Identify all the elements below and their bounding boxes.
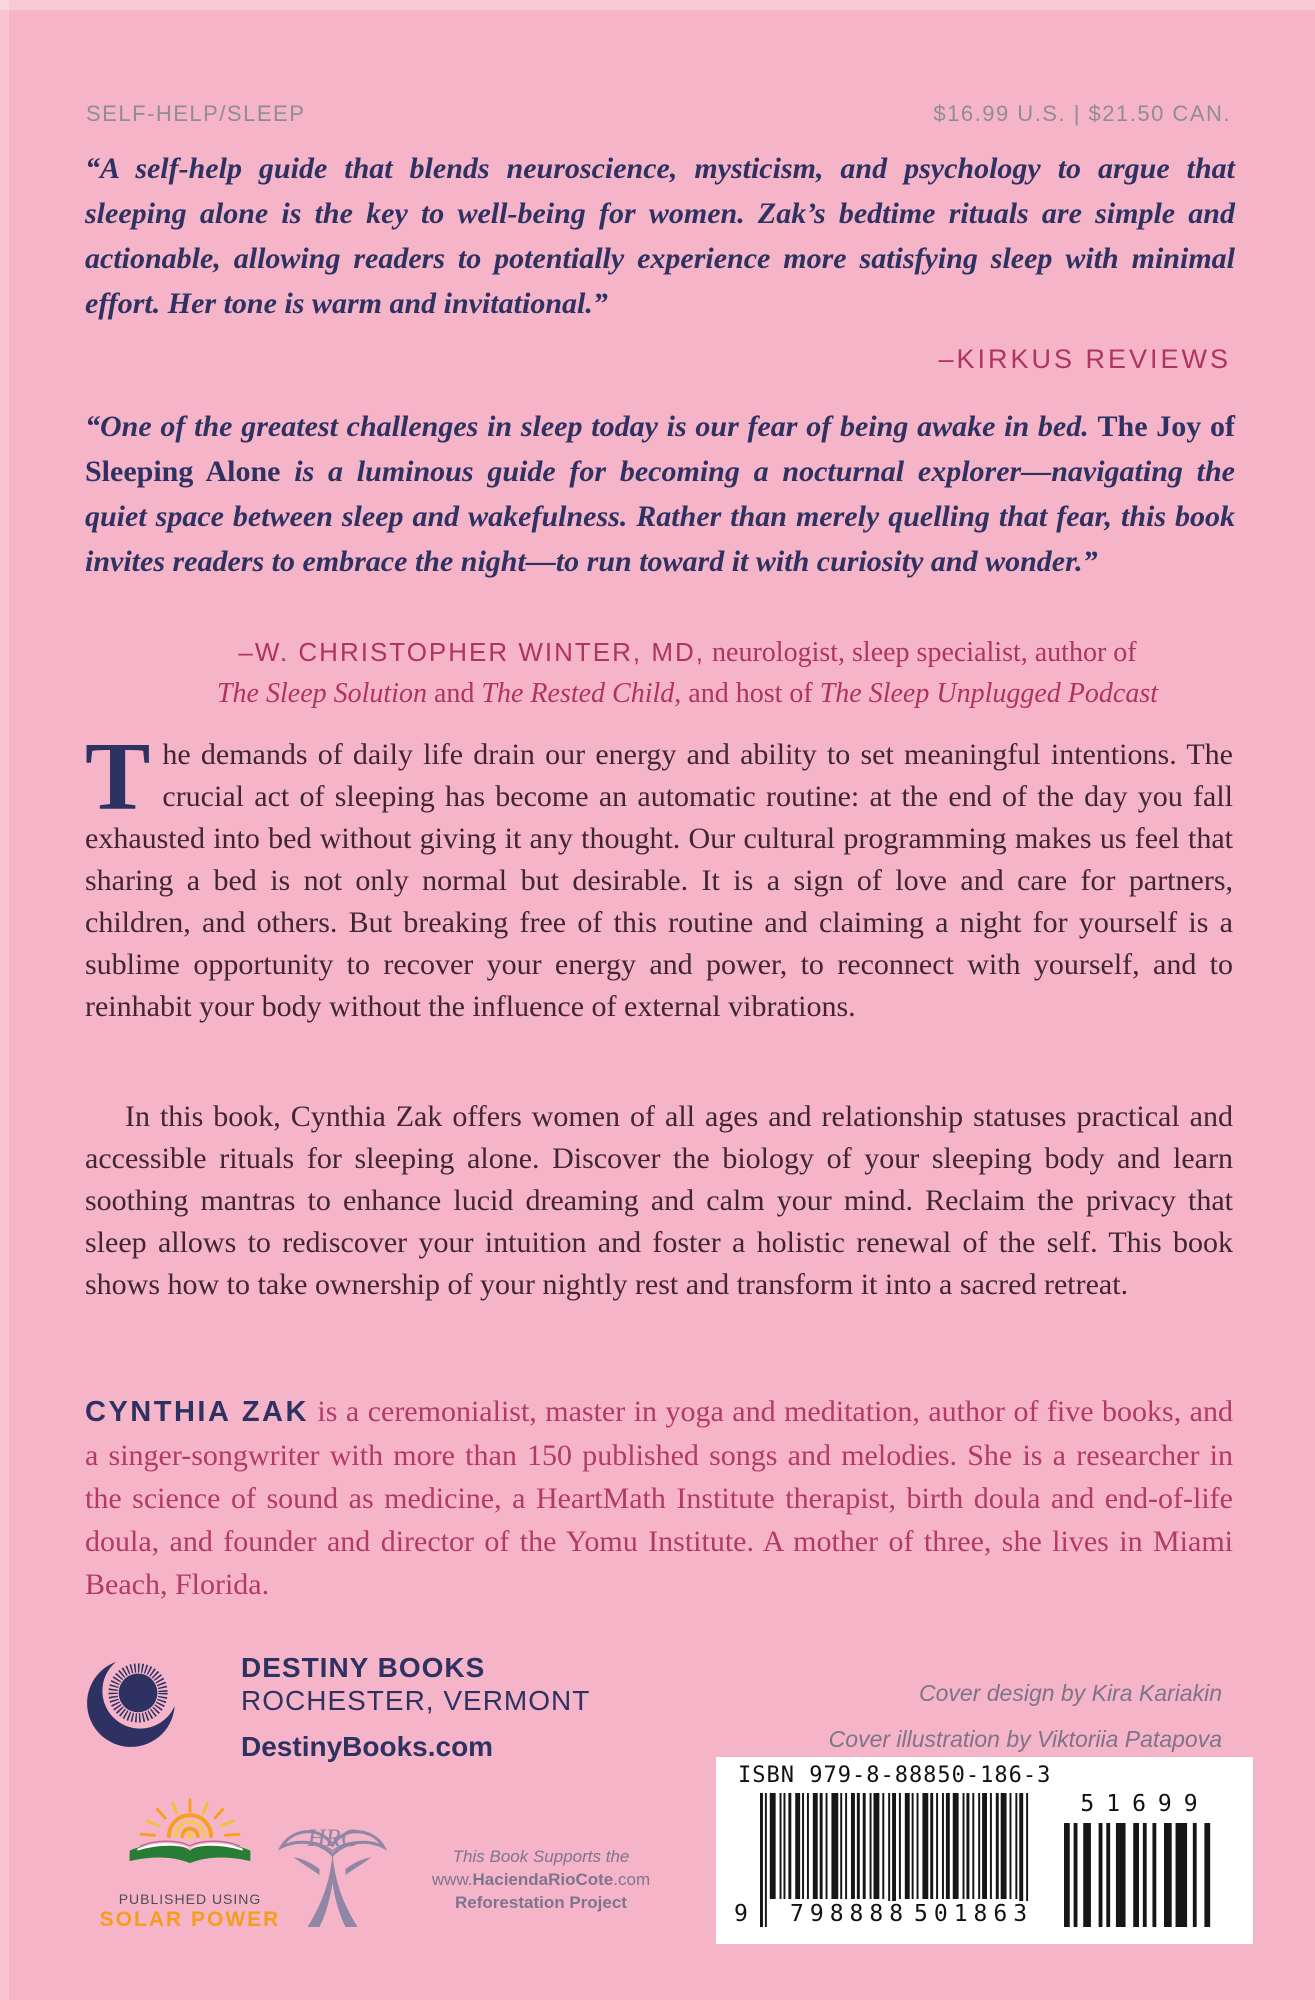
barcode-addon (1064, 1823, 1214, 1927)
price-label: $16.99 U.S. | $21.50 CAN. (933, 101, 1231, 126)
cover-credits (829, 1670, 1222, 1762)
text-segment: The Sleep Solution (216, 678, 427, 709)
category-label: SELF-HELP/SLEEP (86, 101, 306, 126)
barcode-digits-group1: 798888 (786, 1901, 913, 1927)
sun-over-book-icon (105, 1796, 275, 1888)
publisher-location: ROCHESTER, VERMONT (241, 1685, 591, 1716)
winter-attribution-line1 (140, 631, 1235, 674)
kirkus-attribution: –KIRKUS REVIEWS (938, 344, 1231, 374)
text-segment: CYNTHIA ZAK (85, 1396, 309, 1428)
publisher-text (241, 1651, 590, 1763)
hrc-logo-text: HRC (307, 1825, 358, 1852)
winter-role: neurologist, sleep specialist, author of (705, 637, 1137, 668)
description-paragraph-1-text: he demands of daily life drain our energy and ability to set meaningful intentions. The crucial act of sleeping has become an automatic routine: at the end of the day you fall exhausted into bed without giving it any thought. Our cultural programming makes us feel that sharing a bed is not only normal but desirable. It is a sign of love and care for partners, children, and others. But breaking free of this routine and claiming a night for yourself is a sublime opportunity to recover your energy and power, to reconnect with yourself, and to reinhabit your body without the influence of external vibrations. (85, 738, 1233, 1023)
drop-cap: T (85, 723, 151, 831)
winter-attribution (85, 631, 1235, 714)
text-segment: HaciendaRioCote (472, 1870, 614, 1889)
barcode-addon-digits: 51699 (1080, 1791, 1210, 1817)
cover-design-credit: Cover design by Kira Kariakin (919, 1680, 1222, 1706)
support-line1: This Book Supports the (452, 1847, 630, 1866)
text-segment: and host of (681, 678, 820, 709)
publisher-block (83, 1645, 590, 1763)
text-segment: “One of the greatest challenges in sleep today is our fear of being awake in bed. (85, 410, 1098, 443)
barcode-box (716, 1757, 1253, 1944)
text-segment: The Joy of Sleeping Alone (85, 410, 1236, 488)
text-segment: .com (613, 1870, 651, 1889)
reforestation-support-text (383, 1845, 699, 1914)
text-segment: The Rested Child, (481, 678, 682, 709)
cover-illustration-credit: Cover illustration by Viktoriia Patapova (828, 1726, 1222, 1752)
barcode-digits-group2: 501863 (910, 1901, 1037, 1927)
author-bio (85, 1390, 1233, 1606)
destiny-sun-crescent-icon (83, 1645, 189, 1751)
isbn-text: ISBN 979-8-88850-186-3 (738, 1763, 1052, 1788)
text-segment: is a ceremonialist, master in yoga and meditation, author of five books, and a singer-songwriter with more than 150 published songs and melodies. She is a researcher in the science of sound as medicine, a HeartMath Institute therapist, birth doula and end-of-life doula, and founder and director of the Yomu Institute. A mother of three, she lives in Miami Beach, Florida. (85, 1395, 1234, 1601)
support-url (383, 1868, 699, 1891)
winter-name: –W. CHRISTOPHER WINTER, MD, (238, 637, 706, 667)
text-segment: is a luminous guide for becoming a nocturnal explorer—navigating the quiet space between sleep and wakefulness. Rather than merely quelling that fear, this book invites readers to embrace the night—to run toward it with curiosity and wonder.” (85, 455, 1235, 578)
description-paragraph-2: In this book, Cynthia Zak offers women of all ages and relationship statuses practical and accessible rituals for sleeping alone. Discover the biology of your sleeping body and learn soothing mantras to enhance lucid dreaming and calm your mind. Reclaim the privacy that sleep allows to rediscover your intuition and foster a holistic renewal of the self. This book shows how to take ownership of your nightly rest and transform it into a sacred retreat. (85, 1100, 1233, 1301)
publisher-name: DESTINY BOOKS (241, 1652, 486, 1683)
text-segment: The Sleep Unplugged Podcast (819, 678, 1158, 709)
text-segment: www. (431, 1870, 473, 1889)
solar-badge-line2: SOLAR POWER (99, 1908, 281, 1931)
hrc-tree-icon (272, 1815, 394, 1937)
solar-power-badge (92, 1796, 288, 1932)
solar-badge-line1: PUBLISHED USING (118, 1891, 262, 1907)
support-line3: Reforestation Project (455, 1893, 627, 1912)
publisher-website: DestinyBooks.com (241, 1731, 494, 1762)
text-segment: and (426, 678, 482, 709)
winter-attribution-line2 (140, 674, 1235, 714)
kirkus-review-quote: “A self-help guide that blends neuroscience, mysticism, and psychology to argue that sleeping alone is the key to well-being for women. Zak’s bedtime rituals are simple and actionable, allowing readers to potentially experience more satisfying sleep with minimal effort. Her tone is warm and invitational.” (85, 152, 1235, 320)
winter-review-quote (85, 404, 1235, 584)
barcode-digit-left: 9 (734, 1901, 748, 1927)
description-paragraph-1 (85, 723, 1233, 1028)
